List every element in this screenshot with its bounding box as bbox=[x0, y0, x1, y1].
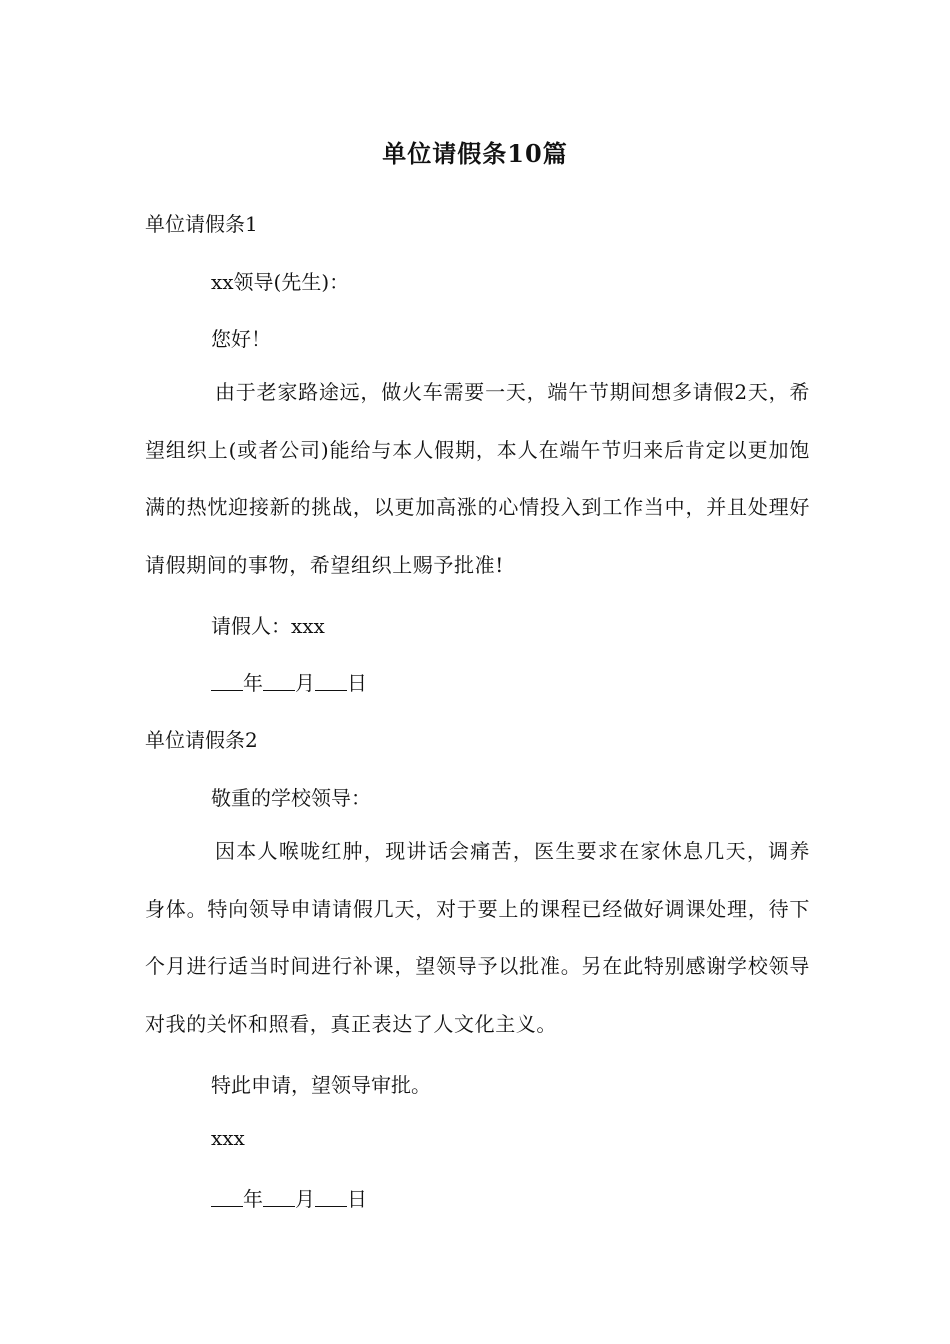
section-1-date bbox=[211, 667, 367, 696]
section-1-body: 由于老家路途远，做火车需要一天，端午节期间想多请假2天，希望组织上(或者公司)能给与本人假期，本人在端午节归来后肯定以更加饱满的热忱迎接新的挑战，以更加高涨的心情投入到工作当中，并且处理好请假期间的事物，希望组织上赐予批准! bbox=[145, 380, 810, 577]
date-blank-year bbox=[211, 672, 243, 691]
section-2-salutation: 敬重的学校领导： bbox=[211, 786, 371, 810]
date-month-label: 月 bbox=[295, 1187, 315, 1211]
date-day-label: 日 bbox=[347, 671, 367, 695]
section-2-date bbox=[211, 1183, 367, 1212]
section-2-body: 因本人喉咙红肿，现讲话会痛苦，医生要求在家休息几天，调养身体。特向领导申请请假几天，对于要上的课程已经做好调课处理，待下个月进行适当时间进行补课，望领导予以批准。另在此特别感谢学校领导对我的关怀和照看，真正表达了人文化主义。 bbox=[145, 839, 810, 1036]
date-blank-month bbox=[263, 1188, 295, 1207]
section-2-heading: 单位请假条2 bbox=[145, 728, 258, 752]
section-1-salutation: xx领导(先生)： bbox=[211, 270, 350, 294]
section-1-signature: 请假人：xxx bbox=[211, 614, 325, 638]
date-year-label: 年 bbox=[243, 1187, 263, 1211]
section-2-closing: 特此申请，望领导审批。 bbox=[211, 1073, 431, 1097]
date-blank-day bbox=[315, 1188, 347, 1207]
date-blank-month bbox=[263, 672, 295, 691]
document-title: 单位请假条10篇 bbox=[382, 139, 568, 168]
section-2-signature: xxx bbox=[211, 1126, 245, 1150]
section-1-greeting: 您好！ bbox=[211, 327, 271, 351]
date-day-label: 日 bbox=[347, 1187, 367, 1211]
date-blank-day bbox=[315, 672, 347, 691]
date-month-label: 月 bbox=[295, 671, 315, 695]
section-1-heading: 单位请假条1 bbox=[145, 212, 258, 236]
date-blank-year bbox=[211, 1188, 243, 1207]
date-year-label: 年 bbox=[243, 671, 263, 695]
